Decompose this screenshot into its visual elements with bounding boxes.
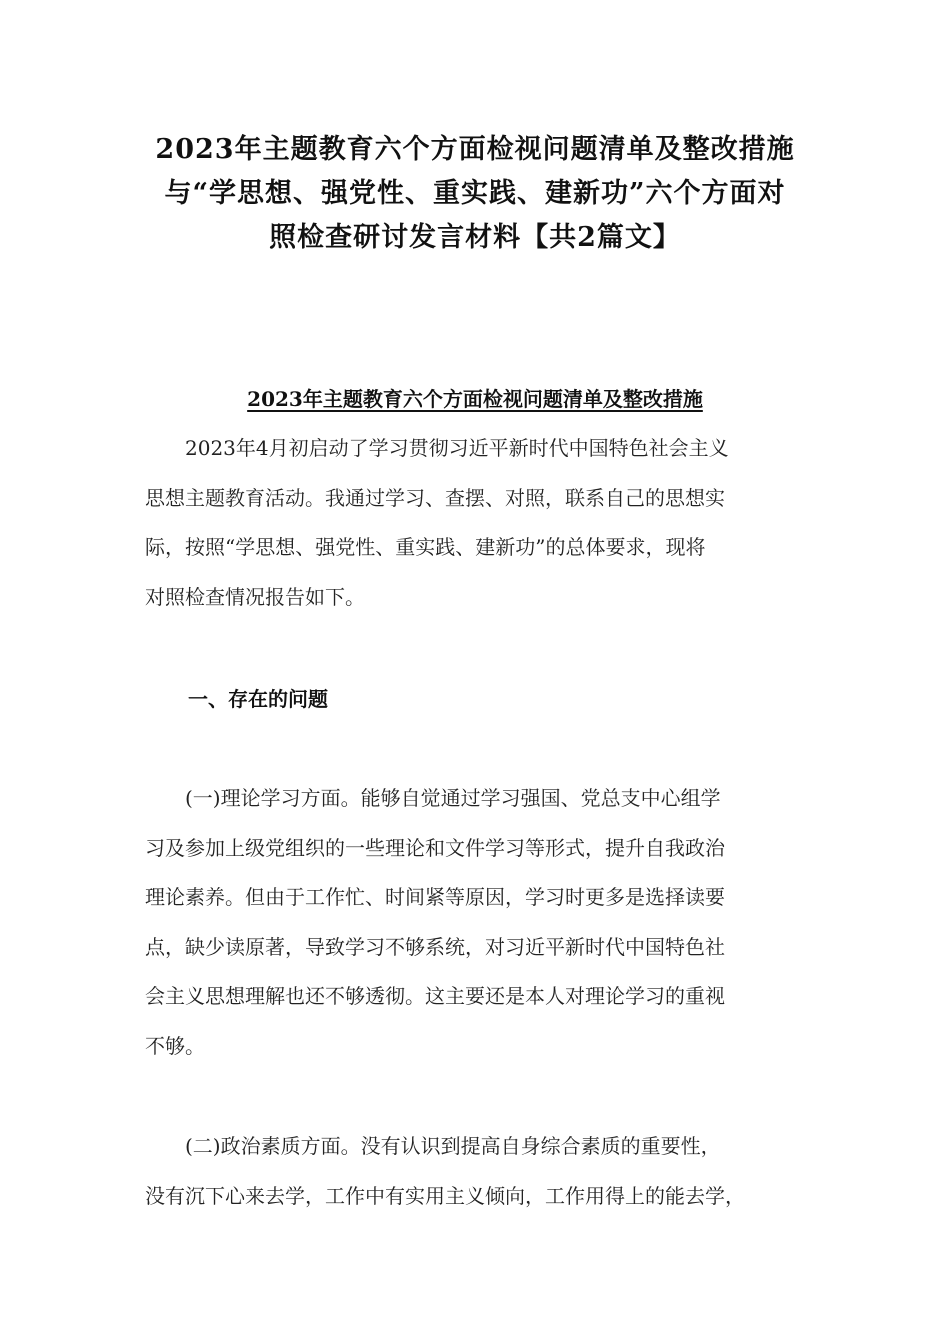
title-line: 2023年主题教育六个方面检视问题清单及整改措施 (155, 134, 795, 165)
paragraph-line: 对照检查情况报告如下。 (145, 584, 365, 609)
paragraph-line: 2023年4月初启动了学习贯彻习近平新时代中国特色社会主义 (145, 436, 729, 460)
section-title (0, 384, 950, 414)
paragraph-line: (二)政治素质方面。没有认识到提高自身综合素质的重要性， (145, 1134, 721, 1158)
section-title-text: 2023年主题教育六个方面检视问题清单及整改措施 (247, 387, 703, 411)
paragraph-line: 思想主题教育活动。我通过学习、查摆、对照，联系自己的思想实 (145, 485, 725, 510)
title-line: 照检查研讨发言材料【共2篇文】 (269, 222, 681, 253)
document-title (100, 128, 850, 260)
paragraph-line: 不够。 (145, 1033, 205, 1058)
title-line: 与“学思想、强党性、重实践、建新功”六个方面对 (164, 178, 786, 209)
paragraph-line: 会主义思想理解也还不够透彻。这主要还是本人对理论学习的重视 (145, 984, 725, 1008)
paragraph-theory-study (145, 774, 810, 1071)
paragraph-line: 际，按照“学思想、强党性、重实践、建新功”的总体要求，现将 (145, 535, 706, 559)
paragraph-line: 理论素养。但由于工作忙、时间紧等原因，学习时更多是选择读要 (145, 885, 725, 909)
intro-paragraph (145, 424, 810, 622)
paragraph-political-quality (145, 1122, 810, 1221)
paragraph-line: 点，缺少读原著，导致学习不够系统，对习近平新时代中国特色社 (145, 934, 725, 959)
paragraph-line: 没有沉下心来去学，工作中有实用主义倾向，工作用得上的能去学， (145, 1183, 745, 1208)
paragraph-line: (一)理论学习方面。能够自觉通过学习强国、党总支中心组学 (145, 786, 721, 810)
paragraph-line: 习及参加上级党组织的一些理论和文件学习等形式，提升自我政治 (145, 835, 725, 860)
heading-problems: 一、存在的问题 (188, 687, 328, 711)
